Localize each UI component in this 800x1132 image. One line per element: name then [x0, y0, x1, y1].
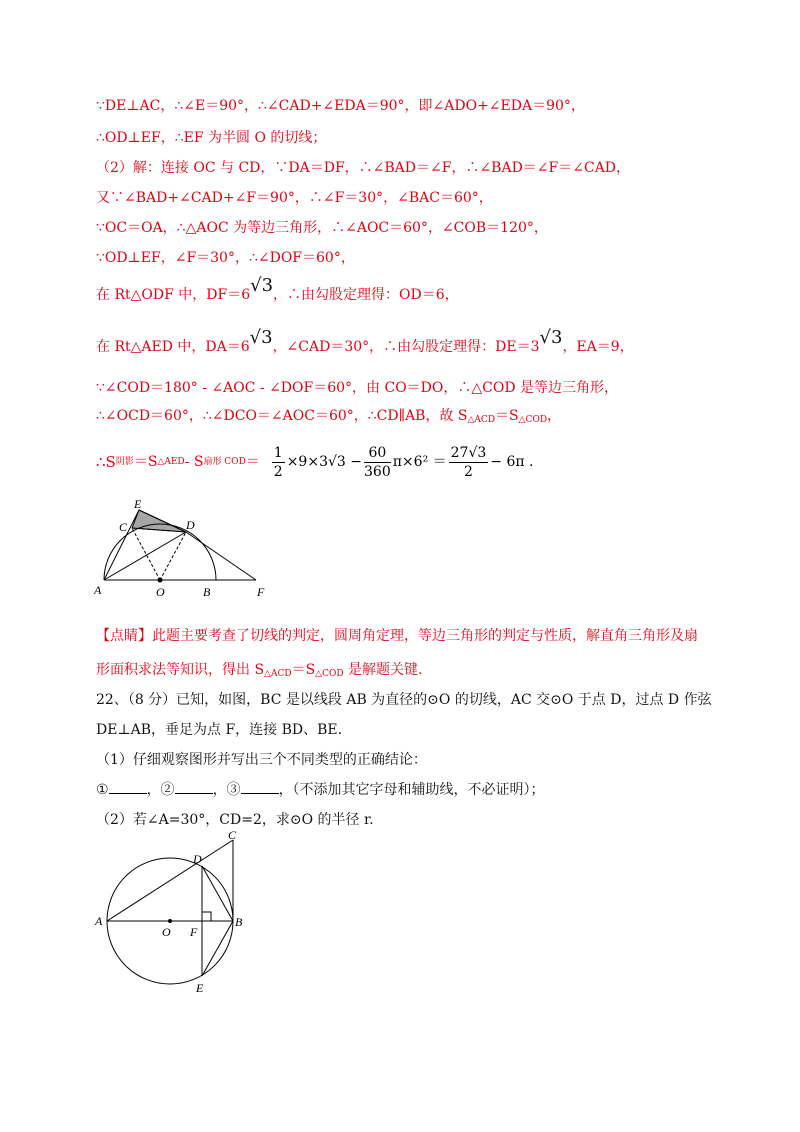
solution-line-7 — [96, 275, 459, 305]
fraction-half-num: 1 — [273, 444, 283, 461]
answer-blank-2[interactable] — [175, 781, 213, 794]
label-c: C — [119, 520, 128, 534]
label-a: A — [94, 583, 102, 597]
fraction-half — [272, 444, 285, 481]
label-b-2: B — [235, 915, 243, 929]
line-oc — [132, 528, 160, 580]
solution-line-10 — [96, 406, 561, 430]
figure-semicircle — [92, 498, 282, 600]
problem22-blanks — [96, 780, 545, 800]
center-o-dot-2 — [168, 919, 172, 923]
comment-tag: 【点睛】 — [96, 628, 152, 644]
label-c-2: C — [228, 830, 237, 842]
sqrt3-a: √3 — [250, 275, 274, 296]
label-f-2: F — [190, 925, 198, 939]
solution-line-7-b: ，∴由勾股定理得：OD＝6， — [273, 287, 459, 303]
subscript-acd: △ACD — [467, 415, 496, 425]
solution-line-7-a: 在 Rt△ODF 中，DF＝6 — [96, 287, 251, 303]
solution-line-8 — [96, 327, 634, 357]
sqrt3-b: √3 — [249, 327, 273, 348]
marker-3: ，③ — [212, 782, 241, 798]
comment-text-2c: 是解题关键. — [343, 662, 423, 678]
formula-lhs-c: - S — [184, 454, 204, 470]
formula-lhs-b: ＝S — [133, 454, 158, 470]
formula-lhs-d: ＝ — [245, 454, 260, 470]
center-o-dot — [158, 578, 163, 583]
subscript-cod: △COD — [518, 415, 548, 425]
solution-line-10-c: ， — [547, 408, 562, 424]
right-angle-mark — [202, 912, 211, 921]
comment-text-2a: 形面积求法等知识，得出 S — [96, 662, 265, 678]
formula-lhs-a: ∴S — [96, 453, 116, 471]
sqrt3-c: √3 — [539, 327, 563, 348]
formula-part-3: − 6π . — [490, 454, 534, 470]
comment-sub-acd: △ACD — [264, 669, 292, 679]
comment-line-1 — [96, 626, 698, 646]
solution-line-10-a: ∴∠OCD＝60°，∴∠DCO＝∠AOC＝60°，∴CD∥AB，故 S — [96, 408, 468, 424]
formula-sub-aed: △AED — [157, 457, 185, 467]
fraction-half-den: 2 — [273, 463, 283, 480]
fraction-angle — [364, 444, 391, 481]
comment-sub-cod: △COD — [315, 669, 344, 679]
line-be — [202, 921, 233, 976]
label-a-2: A — [95, 914, 103, 928]
fraction-angle-den: 360 — [364, 463, 391, 480]
area-formula — [96, 440, 534, 484]
formula-sub-shadow: 阴影 — [115, 457, 134, 467]
label-o: O — [156, 585, 165, 599]
fraction-result-num: 27√3 — [450, 444, 487, 461]
comment-line-2 — [96, 660, 422, 684]
problem22-line-2: DE⊥AB，垂足为点 F，连接 BD、BE. — [96, 722, 343, 738]
solution-line-10-b: ＝S — [495, 408, 519, 424]
solution-line-2: ∴OD⊥EF，∴EF 为半圆 O 的切线； — [96, 130, 327, 146]
line-bd — [202, 866, 233, 921]
problem22-note: ，（不添加其它字母和辅助线，不必证明）； — [278, 782, 545, 798]
label-b: B — [203, 585, 211, 599]
comment-text-2b: ＝S — [291, 662, 316, 678]
solution-line-8-a: 在 Rt△AED 中，DA＝6 — [96, 339, 250, 355]
problem22-question-1: （1）仔细观察图形并写出三个不同类型的正确结论： — [96, 752, 427, 768]
label-f: F — [257, 585, 265, 599]
label-d: D — [186, 518, 195, 532]
solution-line-6: ∵OD⊥EF，∠F＝30°，∴∠DOF＝60°， — [96, 250, 355, 266]
solution-line-5: ∵OC＝OA，∴△AOC 为等边三角形，∴∠AOC＝60°，∠COB＝120°， — [96, 220, 548, 236]
problem22-line-1: 22、（8 分）已知，如图，BC 是以线段 AB 为直径的⊙O 的切线，AC 交⊙O 于点 D，过点 D 作弦 — [96, 692, 712, 708]
solution-line-1: ∵DE⊥AC，∴∠E＝90°，∴∠CAD+∠EDA＝90°，即∠ADO+∠EDA＝90°， — [96, 98, 585, 114]
solution-line-8-b: ，∠CAD＝30°，∴由勾股定理得：DE＝3 — [272, 339, 540, 355]
answer-blank-1[interactable] — [109, 781, 147, 794]
label-e-2: E — [196, 981, 204, 995]
label-o-2: O — [162, 925, 171, 939]
marker-2: ，② — [146, 782, 175, 798]
label-e: E — [134, 498, 142, 511]
formula-sub-sector: 扇形 COD — [203, 457, 246, 467]
fraction-angle-num: 60 — [364, 444, 391, 463]
formula-part-1: ×9×3√3 − — [286, 454, 362, 470]
formula-part-2: π×6² ＝ — [392, 454, 447, 470]
comment-text-1: 此题主要考查了切线的判定，圆周角定理，等边三角形的判定与性质，解直角三角形及扇 — [152, 628, 698, 644]
fraction-result-den: 2 — [464, 463, 473, 480]
solution-line-3: （2）解：连接 OC 与 CD，∵DA＝DF，∴∠BAD＝∠F，∴∠BAD＝∠F＝∠CAD， — [96, 160, 631, 176]
problem22-question-2: （2）若∠A=30°，CD=2，求⊙O 的半径 r. — [96, 812, 374, 828]
answer-blank-3[interactable] — [241, 781, 279, 794]
solution-line-4: 又∵∠BAD+∠CAD+∠F＝90°，∴∠F＝30°，∠BAC＝60°， — [96, 190, 493, 206]
solution-line-8-c: ，EA＝9， — [562, 339, 634, 355]
line-ac — [107, 840, 233, 921]
marker-1: ① — [96, 782, 109, 798]
line-df — [186, 532, 256, 580]
figure-circle — [92, 830, 252, 998]
label-d-2: D — [193, 852, 202, 866]
fraction-result — [449, 444, 489, 481]
solution-line-9: ∵∠COD＝180° - ∠AOC - ∠DOF＝60°，由 CO＝DO，∴△COD 是等边三角形， — [96, 380, 618, 396]
